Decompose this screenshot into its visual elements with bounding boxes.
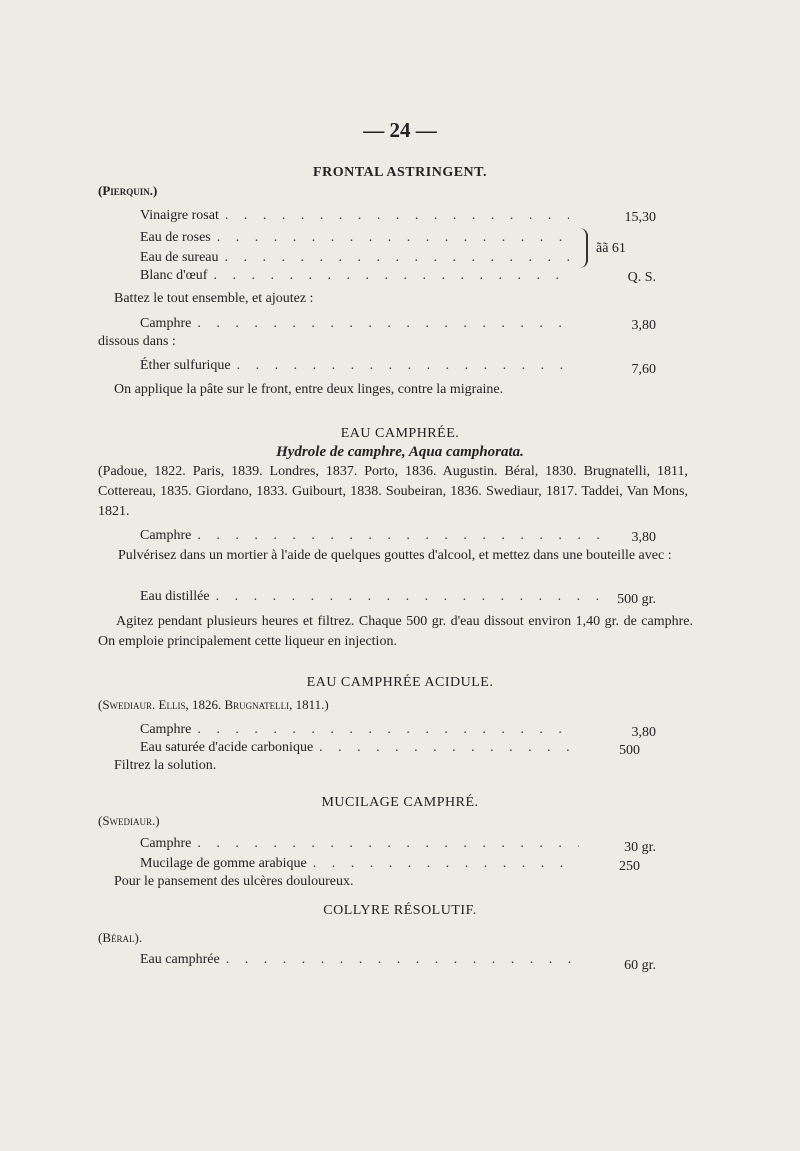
- ingredient-value: 15,30: [624, 210, 656, 225]
- instruction-text: dissous dans :: [98, 334, 176, 349]
- ingredient-value: Q. S.: [627, 270, 656, 285]
- ingredient-label: Vinaigre rosat: [140, 208, 219, 223]
- author-acidule: (Swediaur. Ellis, 1826. Brugnatelli, 1811.): [98, 697, 329, 712]
- ingredient-label: Camphre: [140, 316, 192, 331]
- section-title-mucilage: MUCILAGE CAMPHRÉ.: [321, 795, 479, 810]
- ingredient-value: 500: [619, 743, 640, 758]
- ingredient-row: [140, 528, 610, 544]
- brace: [578, 228, 588, 268]
- ingredient-value: 250: [619, 859, 640, 874]
- ingredient-label: Mucilage de gomme arabique: [140, 856, 307, 871]
- ingredient-label: Eau distillée: [140, 589, 210, 604]
- note-text: On applique la pâte sur le front, entre deux linges, contre la migraine.: [114, 382, 504, 397]
- section-title-eau-acidule: EAU CAMPHRÉE ACIDULE.: [306, 675, 494, 690]
- ingredient-row: [140, 230, 575, 246]
- ingredient-label: Eau de roses: [140, 230, 211, 245]
- author-frontal: (Pierquin.): [98, 183, 158, 198]
- ingredient-row: [140, 952, 585, 968]
- section-title-collyre: COLLYRE RÉSOLUTIF.: [323, 903, 477, 918]
- authors-paragraph: (Padoue, 1822. Paris, 1839. Londres, 1837. Porto, 1836. Augustin. Béral, 1830. Brugnatelli, 1811, Cottereau, 1835. Giordano, 1833. Guibourt, 1838. Soubeiran, 1836. Swediaur, 1817. Taddei, Van Mons, 1821.: [98, 464, 688, 519]
- section-title-eau-camphree: EAU CAMPHRÉE.: [340, 426, 460, 441]
- page-number: — 24 —: [363, 118, 437, 142]
- ingredient-row: [140, 208, 575, 224]
- ingredient-label: Blanc d'œuf: [140, 268, 208, 283]
- ingredient-label: Camphre: [140, 836, 192, 851]
- note-paragraph: Agitez pendant plusieurs heures et filtrez. Chaque 500 gr. d'eau dissout environ 1,40 gr. de camphre. On emploie principalement cette liqueur en injection.: [98, 614, 693, 649]
- note-text: Filtrez la solution.: [114, 758, 217, 773]
- ingredient-label: Camphre: [140, 722, 192, 737]
- ingredient-value: 3,80: [631, 318, 656, 333]
- section-subtitle: Hydrole de camphre, Aqua camphorata.: [276, 444, 524, 460]
- ingredient-value: 500 gr.: [617, 592, 656, 607]
- ingredient-label: Eau de sureau: [140, 250, 219, 265]
- ingredient-label: Eau camphrée: [140, 952, 220, 967]
- ingredient-row: [140, 358, 575, 374]
- ingredient-label: Camphre: [140, 528, 192, 543]
- ingredient-row: [140, 836, 585, 852]
- brace-value: ãã 61: [596, 241, 626, 256]
- ingredient-value: 60 gr.: [624, 958, 656, 973]
- author-mucilage: (Swediaur.): [98, 813, 160, 828]
- ingredient-label: Éther sulfurique: [140, 358, 231, 373]
- author-collyre: (Béral).: [98, 930, 143, 945]
- ingredient-row: [140, 589, 605, 605]
- instruction-paragraph: Pulvérisez dans un mortier à l'aide de quelques gouttes d'alcool, et mettez dans une bouteille avec :: [118, 548, 672, 563]
- ingredient-row: [140, 722, 580, 738]
- ingredient-row: [140, 856, 585, 872]
- ingredient-row: [140, 740, 580, 756]
- ingredient-value: 3,80: [631, 530, 656, 545]
- ingredient-value: 30 gr.: [624, 840, 656, 855]
- ingredient-row: [140, 316, 575, 332]
- ingredient-value: 7,60: [631, 362, 656, 377]
- note-text: Pour le pansement des ulcères douloureux.: [114, 874, 354, 889]
- ingredient-row: [140, 268, 575, 284]
- instruction-text: Battez le tout ensemble, et ajoutez :: [114, 291, 314, 306]
- ingredient-row: [140, 250, 575, 266]
- ingredient-value: 3,80: [631, 725, 656, 740]
- ingredient-label: Eau saturée d'acide carbonique: [140, 740, 314, 755]
- section-title-frontal: FRONTAL ASTRINGENT.: [313, 165, 487, 180]
